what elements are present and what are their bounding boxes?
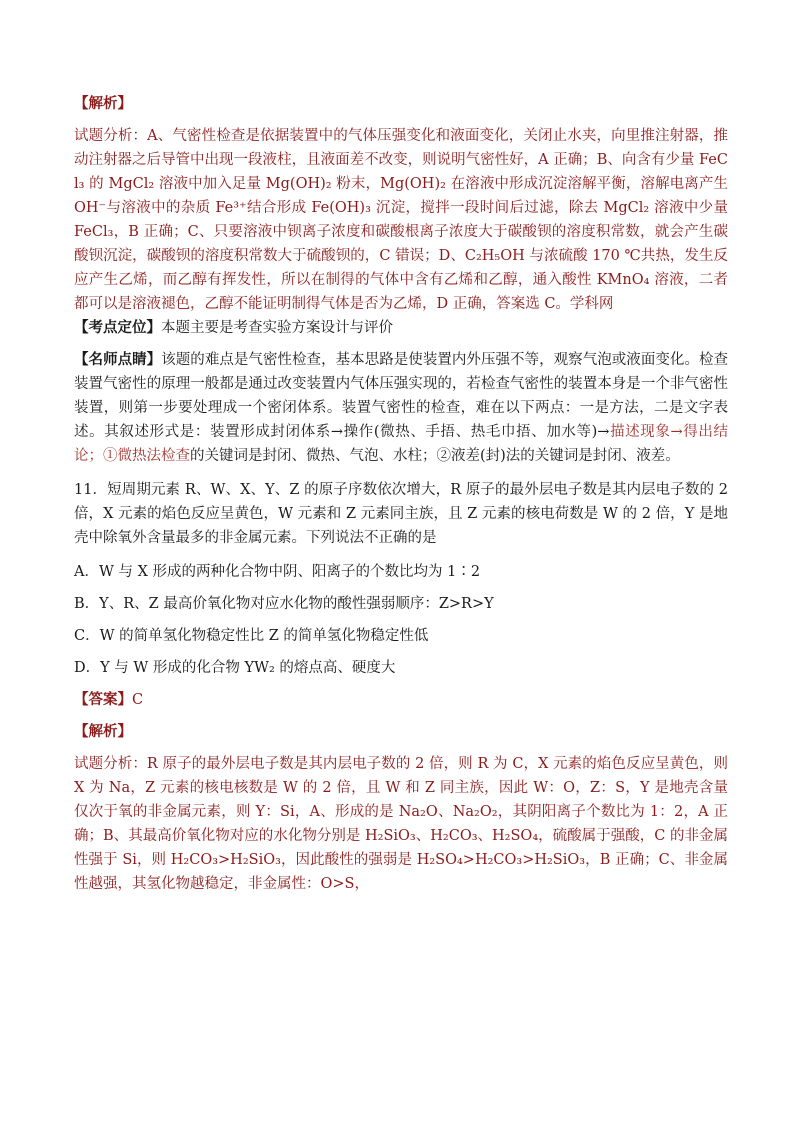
option-c: C．W 的简单氢化物稳定性比 Z 的简单氢化物稳定性低 <box>74 628 429 644</box>
option-a: A．W 与 X 形成的两种化合物中阴、阳离子的个数比均为 1∶2 <box>74 564 481 580</box>
answer-label: 【答案】 <box>74 691 132 708</box>
analysis-heading-text-2: 【解析】 <box>74 723 132 740</box>
mingshi-label: 【名师点睛】 <box>74 351 162 368</box>
mingshi-text-red: 描述现象→得出结论；①微热法检查 <box>74 424 728 464</box>
analysis-heading-1 <box>74 92 728 116</box>
analysis-heading-2 <box>74 720 728 744</box>
kaodian-label: 【考点定位】 <box>74 319 161 336</box>
answer-line <box>74 688 728 712</box>
mingshi-text-a: 该题的难点是气密性检查，基本思路是使装置内外压强不等，观察气泡或液面变化。检查装置气密性的原理一般都是通过改变装置内气体压强实现的，若检查气密性的装置本身是一个非气密性装置，则第一步要处理成一个密闭体系。装置气密性的检查，难在以下两点：一是方法，二是文字表述。其叙述形式是：装置形成封闭体系→操作(微热、手捂、热毛巾捂、加水等)→ <box>74 352 729 440</box>
document-page <box>74 92 728 896</box>
analysis-heading-text: 【解析】 <box>74 95 132 112</box>
kaodian-line <box>74 316 728 340</box>
mingshi-paragraph <box>74 348 728 468</box>
analysis-paragraph-2: 试题分析：R 原子的最外层电子数是其内层电子数的 2 倍，则 R 为 C，X 元素的焰色反应呈黄色，则 X 为 Na，Z 元素的核电核数是 W 的 2 倍，且 W 和 Z 同主族，因此 W：O，Z：S，Y 是地壳含量仅次于氧的非金属元素，则 Y：Si，A、形成的是 Na₂O、Na₂O₂，其阴阳离子个数比为 1：2，A 正确；B、其最高价氧化物对应的水化物分别是 H₂SiO₃、H₂CO₃、H₂SO₄，硫酸属于强酸，C 的非金属性强于 Si，则 H₂CO₃>H₂SiO₃，因此酸性的强弱是 H₂SO₄>H₂CO₃>H₂SiO₃，B 正确；C、非金属性越强，其氢化物越稳定，非金属性：O>S， <box>74 756 728 892</box>
analysis-paragraph-1: 试题分析：A、气密性检查是依据装置中的气体压强变化和液面变化，关闭止水夹，向里推注射器，推动注射器之后导管中出现一段液柱，且液面差不改变，则说明气密性好，A 正确；B、向含有少量 FeCl₃ 的 MgCl₂ 溶液中加入足量 Mg(OH)₂ 粉末，Mg(OH)₂ 在溶液中形成沉淀溶解平衡，溶解电离产生 OH⁻与溶液中的杂质 Fe³⁺结合形成 Fe(OH)₃ 沉淀，搅拌一段时间后过滤，除去 MgCl₂ 溶液中少量 FeCl₃，B 正确；C、只要溶液中钡离子浓度和碳酸根离子浓度大于碳酸钡的溶度积常数，就会产生碳酸钡沉淀，碳酸钡的溶度积常数大于硫酸钡的，C 错误；D、C₂H₅OH 与浓硫酸 170 ℃共热，发生反应产生乙烯，而乙醇有挥发性，所以在制得的气体中含有乙烯和乙醇，通入酸性 KMnO₄ 溶液，二者都可以是溶液褪色，乙醇不能证明制得气体是否为乙烯，D 正确，答案选 C。学科网 <box>74 128 728 312</box>
mingshi-text-b: 的关键词是封闭、微热、气泡、水柱；②液差(封)法的关键词是封闭、液差。 <box>190 448 680 464</box>
question-stem: 11．短周期元素 R、W、X、Y、Z 的原子序数依次增大，R 原子的最外层电子数是其内层电子数的 2 倍，X 元素的焰色反应呈黄色，W 元素和 Z 元素同主族，且 Z 元素的核电荷数是 W 的 2 倍，Y 是地壳中除氧外含量最多的非金属元素。下列说法不正确的是 <box>74 482 728 546</box>
kaodian-text: 本题主要是考查实验方案设计与评价 <box>161 320 393 336</box>
option-d: D．Y 与 W 形成的化合物 YW₂ 的熔点高、硬度大 <box>74 660 396 676</box>
answer-value: C <box>132 692 144 708</box>
option-b: B．Y、R、Z 最高价氧化物对应水化物的酸性强弱顺序：Z>R>Y <box>74 596 494 612</box>
